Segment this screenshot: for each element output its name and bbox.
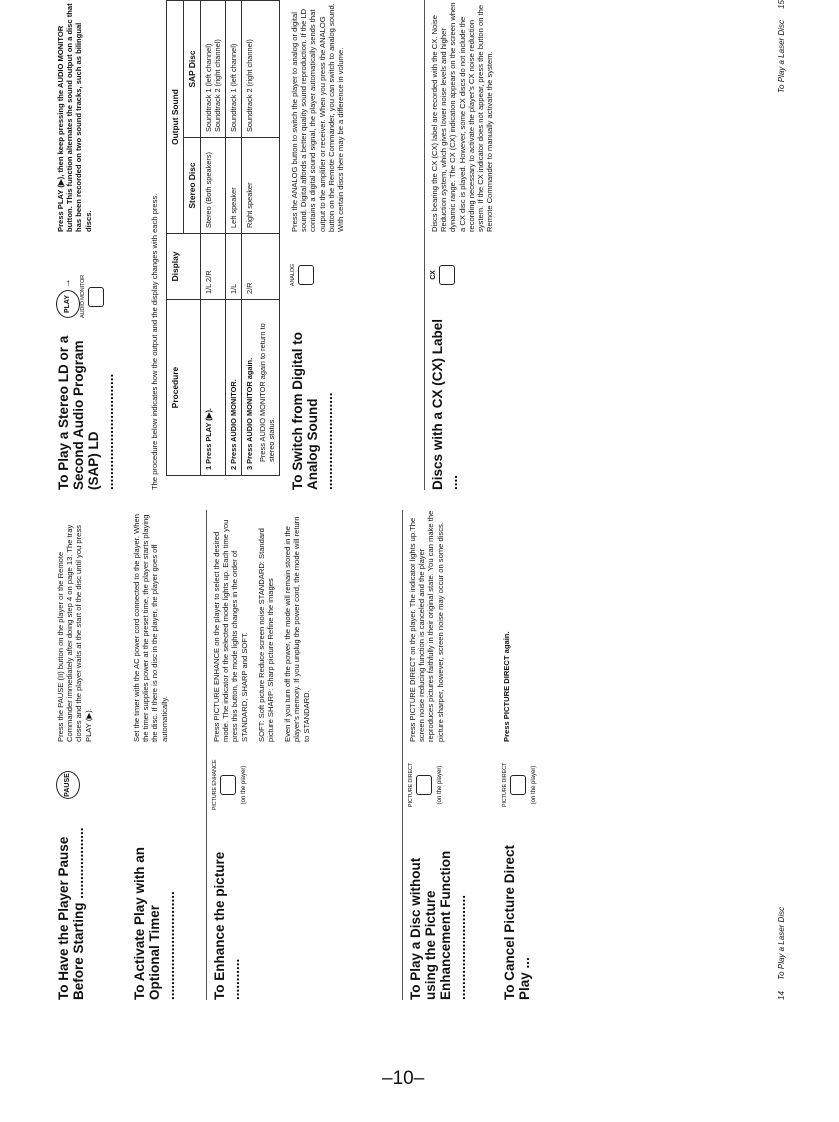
section-timer bbox=[132, 510, 202, 1000]
divider bbox=[206, 510, 207, 1000]
button-note: (on the player) bbox=[437, 765, 443, 805]
cell-proc bbox=[242, 300, 280, 476]
section-title: To Switch from Digital to Analog Sound .......................... bbox=[290, 332, 335, 490]
divider bbox=[402, 510, 403, 1000]
cell-sap: Soundtrack 1 (left channel) bbox=[226, 1, 242, 138]
cell-proc: 1 Press PLAY (▶). bbox=[201, 300, 226, 476]
section-text: Discs bearing the CX (CX) label are recorded with the CX. Noise Reduction system, which gives lower noise levels and higher dynamic range. The CX (CX) indication appears on the screen when a CX disc is played. However, some CX discs do not include the recording necessary to activate the player's CX noise reduction system. If the CX indicator does not appear, press the button on the Remote Commander to manually activate the system. bbox=[430, 2, 495, 232]
play-icon: PLAY bbox=[56, 290, 80, 318]
cell-sap: Soundtrack 1 (left channel) Soundtrack 2 (right channel) bbox=[201, 1, 226, 138]
section-pause bbox=[56, 510, 126, 1000]
col-procedure: Procedure bbox=[167, 300, 201, 476]
cell-proc: 2 Press AUDIO MONITOR. bbox=[226, 300, 242, 476]
output-table bbox=[166, 0, 280, 476]
enhance-modes: SOFT: Soft picture Reduce screen noise STANDARD: Standard picture SHARP: Sharp picture Refine the images bbox=[256, 528, 276, 742]
col-stereo: Stereo Disc bbox=[184, 138, 201, 234]
cx-button-icon bbox=[430, 240, 457, 310]
page-footer-number: 14 bbox=[777, 991, 786, 1000]
picture-direct-icon bbox=[510, 775, 526, 795]
cell-stereo: Left speaker bbox=[226, 138, 242, 234]
section-title: To Have the Player Pause Before Starting ................... bbox=[56, 827, 86, 1000]
analog-icon bbox=[298, 265, 314, 285]
button-label: PICTURE DIRECT bbox=[408, 762, 414, 808]
section-text: Press PICTURE DIRECT on the player. The indicator lights up.The screen noise reducing function is canceled and the player reproduces pictures faithfully in their original state. You can make the picture sharper, however, screen noise may occur on some discs. bbox=[408, 510, 445, 742]
manual-spread bbox=[50, 0, 790, 1000]
enhance-memory-text: Even if you turn off the power, the mode will remain stored in the player's memory. If you unplug the power cord, the mode will return to STANDARD. bbox=[283, 516, 311, 742]
cell-display: 1/L bbox=[226, 234, 242, 300]
cell-proc-main: 3 Press AUDIO MONITOR again. bbox=[245, 357, 254, 470]
section-title: To Play a Stereo LD or a Second Audio Program (SAP) LD ............................... bbox=[56, 335, 116, 490]
cell-stereo: Stereo (Both speakers) bbox=[201, 138, 226, 234]
enhance-text: Press PICTURE ENHANCE on the player to select the desired mode. The indicator of the selected mode lights up. Each time you press this button, the mode lights changes in the order of STANDARD, SHARP and SOFT. bbox=[212, 519, 249, 742]
picture-direct-button-icon bbox=[408, 750, 443, 820]
analog-button-icon bbox=[290, 240, 316, 310]
audio-monitor-icon bbox=[88, 287, 104, 307]
pause-button-icon bbox=[56, 750, 80, 820]
page-footer bbox=[777, 907, 786, 1000]
sap-button-icons bbox=[56, 236, 106, 318]
section-text bbox=[56, 0, 93, 232]
cell-sap: Soundtrack 2 (right channel) bbox=[242, 1, 280, 138]
col-output: Output Sound bbox=[167, 1, 184, 234]
button-label: PICTURE ENHANCE bbox=[212, 759, 218, 811]
section-title: To Play a Disc without using the Picture Enhancement Function ............................ bbox=[408, 850, 468, 1000]
section-cx bbox=[430, 0, 560, 490]
button-note: (on the player) bbox=[241, 765, 247, 805]
picture-enhance-icon bbox=[220, 775, 236, 795]
button-label: AUDIO MONITOR bbox=[80, 275, 86, 318]
page-14 bbox=[50, 510, 790, 1000]
section-sap bbox=[56, 0, 146, 490]
sap-text: Press PLAY (▶), then keep pressing the AUDIO MONITOR button. This function alternates the sound output on a disc that has been recorded on two sound tracks, such as bilingual discs. bbox=[56, 3, 93, 232]
col-display: Display bbox=[167, 234, 201, 300]
section-picture-direct bbox=[408, 510, 498, 1000]
table-row bbox=[242, 1, 280, 476]
procedure-intro: The procedure below indicates how the output and the display changes with each press. bbox=[150, 193, 159, 490]
section-text: Press the PAUSE (II) button on the player or the Remote Commander immediately after doing step 4 on page 13. The tray closes and the player waits at the start of the disc until you press PLAY (▶). bbox=[56, 524, 93, 742]
cancel-text: Press PICTURE DIRECT again. bbox=[502, 631, 511, 742]
table-row bbox=[201, 1, 226, 476]
section-cancel-direct bbox=[502, 510, 552, 1000]
section-text: Press the ANALOG button to switch the player to analog or digital sound. Digital affords a better quality sound reproduction. If the LD contains a digital sound signal, the player automatically sends that output to the amplifier or receiver. When you press the ANALOG button on the Remote Commander, you can switch to analog sound. With certain discs there may be a difference in volume. bbox=[290, 3, 346, 232]
section-analog bbox=[290, 0, 420, 490]
picture-direct-icon bbox=[416, 775, 432, 795]
section-enhance bbox=[212, 510, 397, 1000]
pause-icon: PAUSE bbox=[56, 771, 80, 799]
button-label: PICTURE DIRECT bbox=[502, 762, 508, 808]
arrow-icon: → bbox=[61, 278, 73, 289]
section-text bbox=[132, 510, 169, 742]
section-title: To Activate Play with an Optional Timer ............................. bbox=[132, 846, 177, 1000]
cell-stereo: Right speaker bbox=[242, 138, 280, 234]
section-title: Discs with a CX (CX) Label .... bbox=[430, 318, 460, 490]
picture-direct-button-icon bbox=[502, 750, 537, 820]
button-note: (on the player) bbox=[531, 765, 537, 805]
section-title: To Cancel Picture Direct Play ... bbox=[502, 844, 532, 1000]
col-sap: SAP Disc bbox=[184, 1, 201, 138]
cell-display: 2/R bbox=[242, 234, 280, 300]
page-footer-number: 15 bbox=[777, 0, 786, 9]
section-text bbox=[502, 510, 511, 742]
cell-proc-note: Press AUDIO MONITOR again to return to stereo status. bbox=[258, 323, 276, 462]
section-text bbox=[212, 510, 311, 742]
divider bbox=[424, 0, 425, 490]
page-15 bbox=[50, 0, 790, 490]
section-title: To Enhance the picture ........... bbox=[212, 851, 242, 1000]
table-row bbox=[226, 1, 242, 476]
cx-icon bbox=[439, 265, 455, 285]
cell-display: 1/L 2/R bbox=[201, 234, 226, 300]
enhance-button-icon bbox=[212, 750, 247, 820]
button-label: CX bbox=[430, 270, 437, 280]
page-number: –10– bbox=[382, 1068, 425, 1089]
button-label: ANALOG bbox=[290, 263, 296, 287]
rotated-spread bbox=[50, 0, 790, 1000]
page-footer-text: To Play a Laser Disc bbox=[777, 20, 786, 94]
page-footer-text: To Play a Laser Disc bbox=[777, 906, 786, 980]
timer-text: Set the timer with the AC power cord connected to the player. When the timer supplies power at the preset time, the player starts playing the disc. If there is no disc in the player, the player goes off automatically. bbox=[132, 514, 169, 742]
page-footer bbox=[777, 0, 786, 93]
